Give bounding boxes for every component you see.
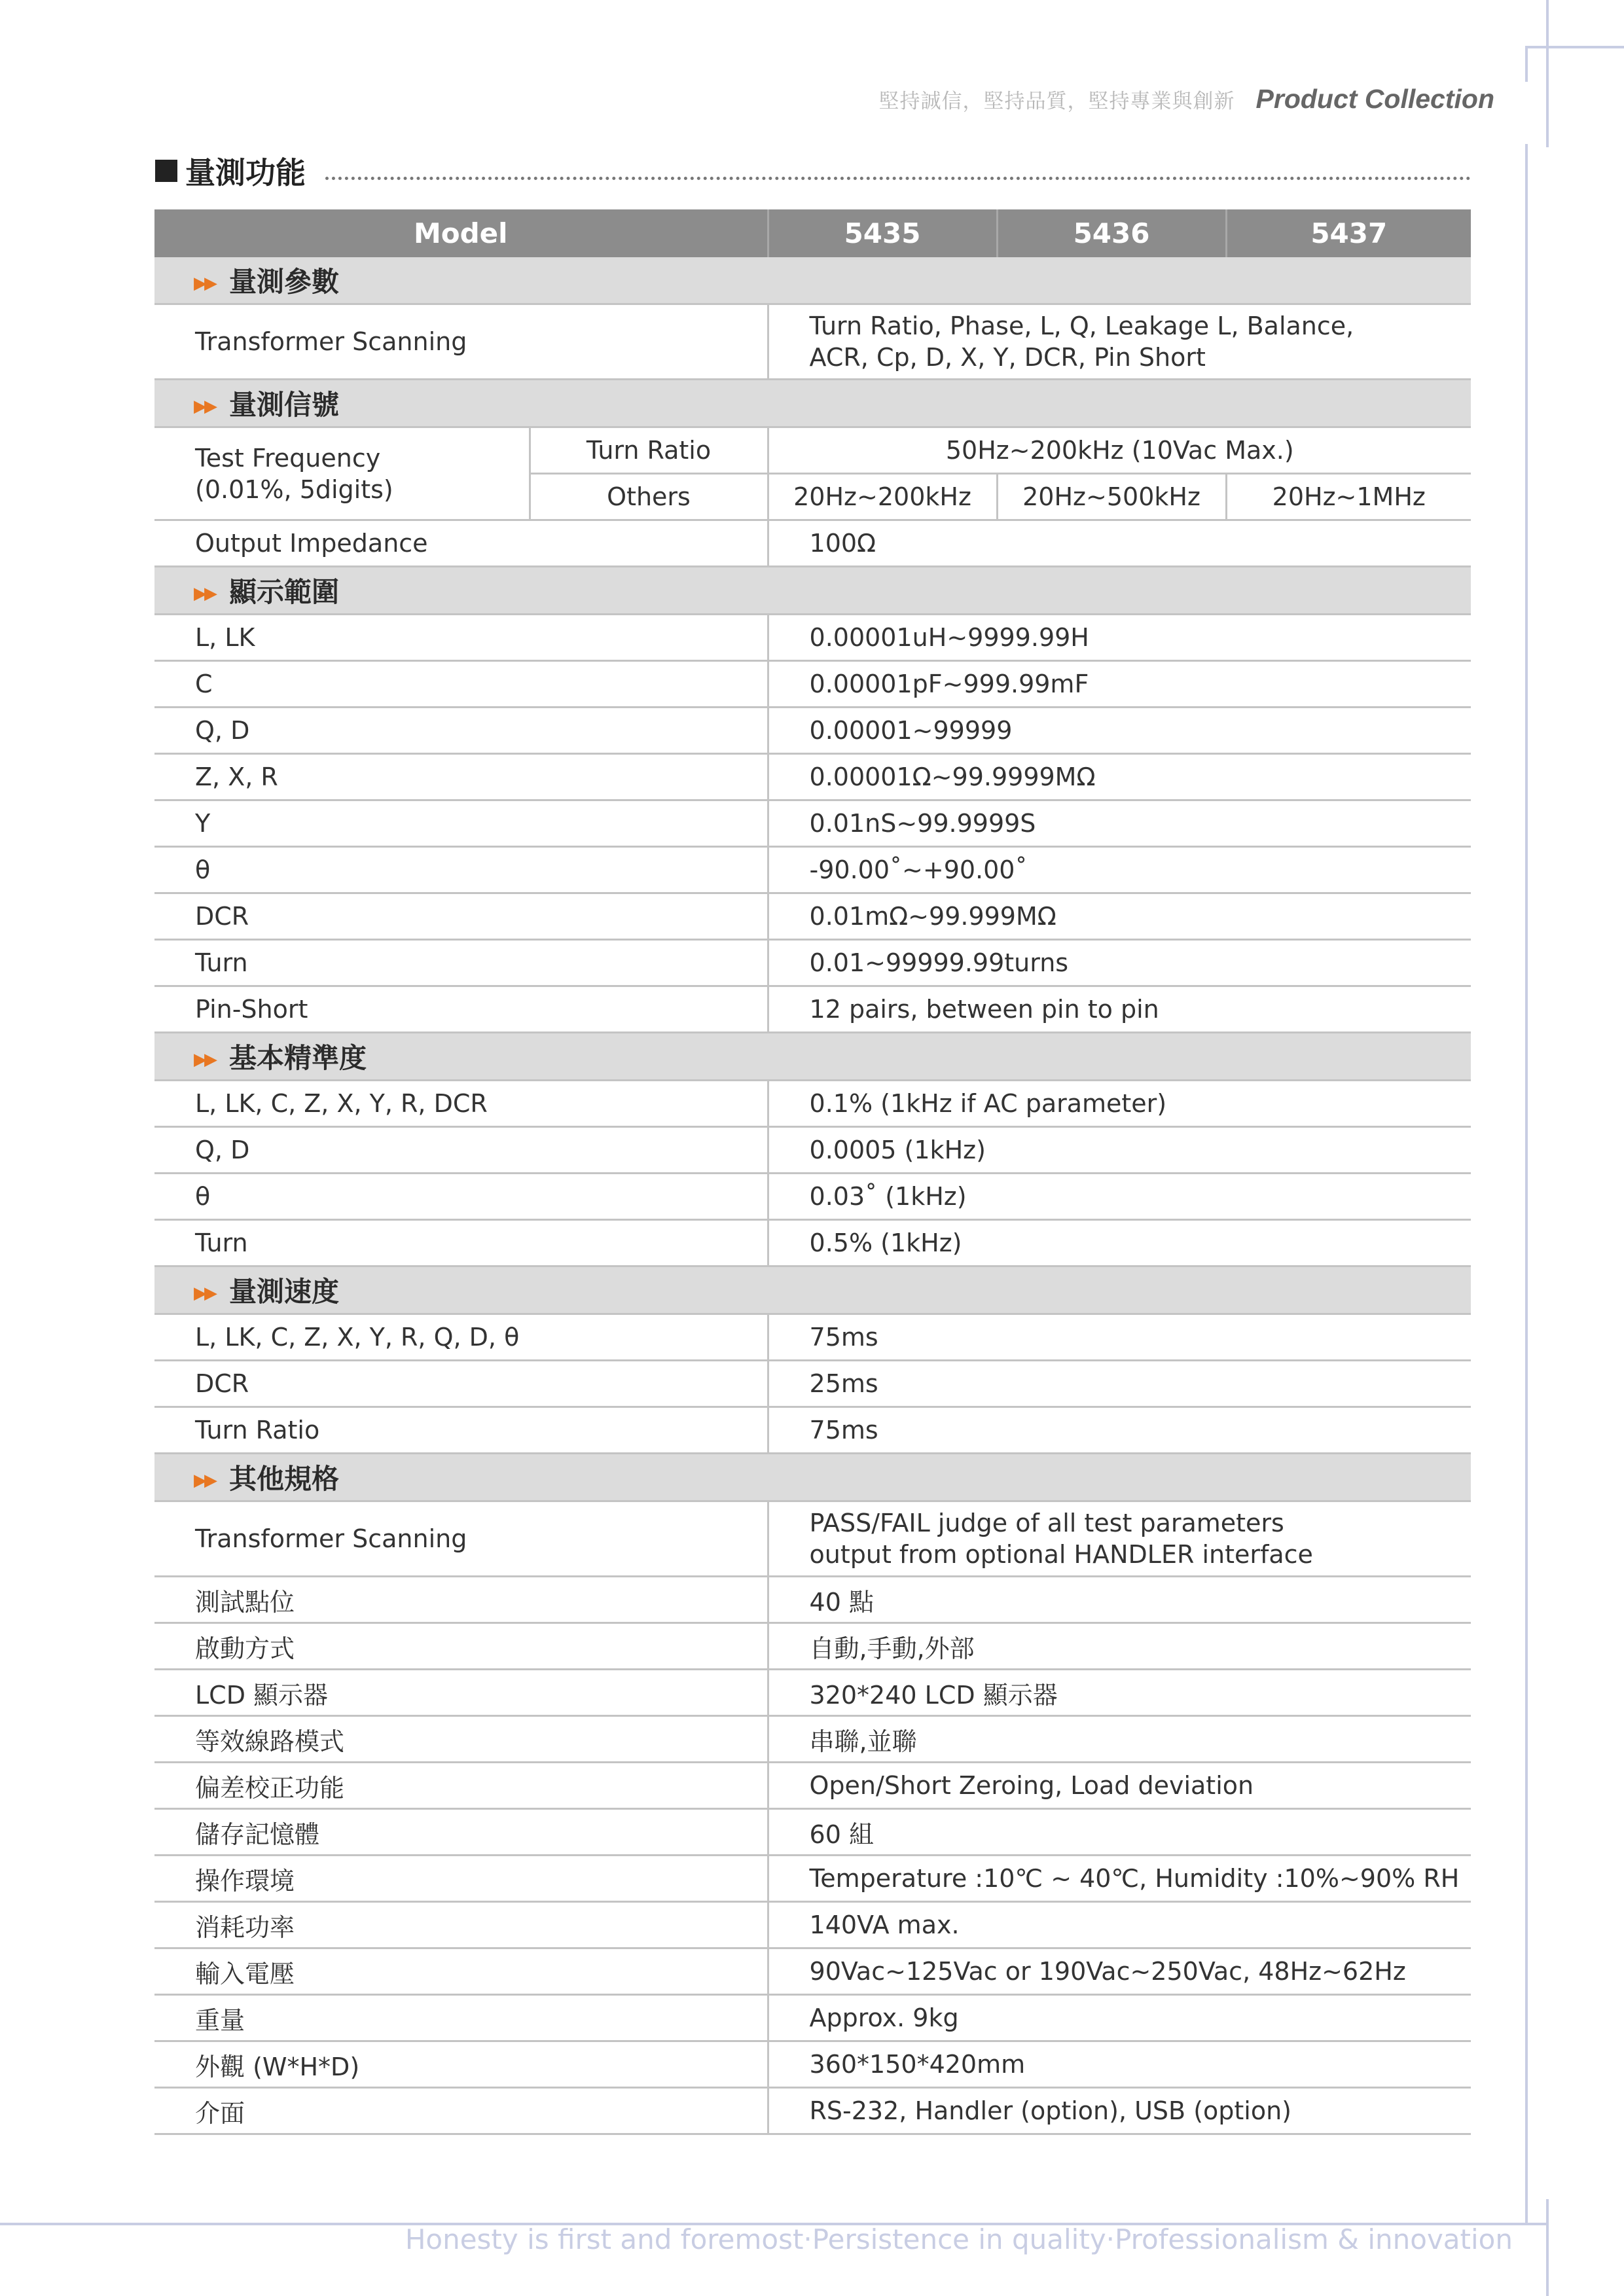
row-value: Open/Short Zeroing, Load deviation [768, 1763, 1471, 1809]
decorative-line [1525, 46, 1624, 48]
double-arrow-icon: ▶▶ [194, 1283, 215, 1303]
table-row [154, 1361, 1471, 1407]
row-label: Q, D [154, 1127, 768, 1174]
section-title-text: 量測功能 [185, 155, 306, 190]
sub-label: Turn Ratio [530, 427, 768, 474]
decorative-line [1525, 46, 1528, 82]
value-line: output from optional HANDLER interface [809, 1540, 1313, 1569]
row-value: 0.00001Ω~99.9999MΩ [768, 754, 1471, 800]
double-arrow-icon: ▶▶ [194, 1050, 215, 1069]
value-line: PASS/FAIL judge of all test parameters [809, 1509, 1284, 1537]
row-value: 0.00001uH~9999.99H [768, 615, 1471, 661]
row-label: L, LK, C, Z, X, Y, R, Q, D, θ [154, 1314, 768, 1361]
table-row [154, 2088, 1471, 2134]
row-value: 0.5% (1kHz) [768, 1220, 1471, 1266]
row-value: 90Vac~125Vac or 190Vac~250Vac, 48Hz~62Hz [768, 1948, 1471, 1995]
row-label: L, LK, C, Z, X, Y, R, DCR [154, 1081, 768, 1127]
value-line: Turn Ratio, Phase, L, Q, Leakage L, Balance, [809, 312, 1354, 340]
section-title [155, 149, 1471, 192]
table-row [154, 1948, 1471, 1995]
row-label: Transformer Scanning [154, 1501, 768, 1577]
table-row [154, 1174, 1471, 1220]
row-label: C [154, 661, 768, 708]
header-model: Model [154, 209, 768, 257]
table-row [154, 304, 1471, 380]
header-5435: 5435 [768, 209, 997, 257]
row-value: 串聯,並聯 [768, 1716, 1471, 1763]
row-label: 外觀 (W*H*D) [154, 2041, 768, 2088]
row-value: 12 pairs, between pin to pin [768, 986, 1471, 1033]
double-arrow-icon: ▶▶ [194, 584, 215, 603]
row-value: 75ms [768, 1314, 1471, 1361]
category-label: 顯示範圍 [229, 576, 340, 608]
row-value: 0.03˚ (1kHz) [768, 1174, 1471, 1220]
table-row [154, 800, 1471, 847]
row-value: 0.0005 (1kHz) [768, 1127, 1471, 1174]
row-label: Y [154, 800, 768, 847]
table-row [154, 1127, 1471, 1174]
row-value: 0.01~99999.99turns [768, 940, 1471, 986]
row-label: 啟動方式 [154, 1623, 768, 1670]
table-row [154, 661, 1471, 708]
table-row [154, 1407, 1471, 1454]
slogan: 堅持誠信，堅持品質，堅持專業與創新 [878, 90, 1235, 113]
row-label: 重量 [154, 1995, 768, 2041]
dotted-leader [325, 177, 1471, 180]
row-label: Turn [154, 1220, 768, 1266]
page-header [879, 84, 1494, 115]
row-label: Q, D [154, 708, 768, 754]
header-5436: 5436 [997, 209, 1226, 257]
row-label: DCR [154, 1361, 768, 1407]
row-label: Turn [154, 940, 768, 986]
table-row [154, 940, 1471, 986]
row-value: 自動,手動,外部 [768, 1623, 1471, 1670]
row-value: Approx. 9kg [768, 1995, 1471, 2041]
row-value: -90.00˚~+90.00˚ [768, 847, 1471, 893]
row-value: 75ms [768, 1407, 1471, 1454]
table-row [154, 1995, 1471, 2041]
row-label: 介面 [154, 2088, 768, 2134]
value-line: ACR, Cp, D, X, Y, DCR, Pin Short [809, 343, 1206, 372]
label-line: (0.01%, 5digits) [195, 475, 393, 504]
row-label: 等效線路模式 [154, 1716, 768, 1763]
table-row [154, 615, 1471, 661]
row-value: 25ms [768, 1361, 1471, 1407]
category-row [154, 567, 1471, 615]
category-row [154, 1033, 1471, 1081]
row-value: 50Hz~200kHz (10Vac Max.) [768, 427, 1471, 474]
table-row [154, 1220, 1471, 1266]
double-arrow-icon: ▶▶ [194, 274, 215, 293]
table-row [154, 427, 1471, 474]
row-label: DCR [154, 893, 768, 940]
decorative-line [1525, 144, 1528, 2225]
decorative-line [1546, 2199, 1549, 2296]
row-value: 40 點 [768, 1577, 1471, 1623]
footer-slogan: Honesty is first and foremost‧Persistence in quality‧Professionalism & innovation [405, 2223, 1513, 2255]
row-value: 140VA max. [768, 1902, 1471, 1948]
table-row [154, 1314, 1471, 1361]
row-label: 輸入電壓 [154, 1948, 768, 1995]
spec-table [154, 209, 1471, 2135]
table-row [154, 754, 1471, 800]
row-label: 儲存記憶體 [154, 1809, 768, 1856]
row-label: Output Impedance [154, 520, 768, 567]
row-value: 60 組 [768, 1809, 1471, 1856]
table-header-row [154, 209, 1471, 257]
table-row [154, 708, 1471, 754]
row-label: 偏差校正功能 [154, 1763, 768, 1809]
category-label: 其他規格 [229, 1463, 340, 1495]
value-5436: 20Hz~500kHz [997, 474, 1226, 520]
table-row [154, 1670, 1471, 1716]
row-value [768, 304, 1471, 380]
row-value: 100Ω [768, 520, 1471, 567]
category-row [154, 1266, 1471, 1314]
row-value: RS-232, Handler (option), USB (option) [768, 2088, 1471, 2134]
header-5437: 5437 [1226, 209, 1471, 257]
double-arrow-icon: ▶▶ [194, 397, 215, 416]
category-row [154, 380, 1471, 427]
row-label: 測試點位 [154, 1577, 768, 1623]
table-row [154, 2041, 1471, 2088]
row-label: 消耗功率 [154, 1902, 768, 1948]
table-row [154, 1763, 1471, 1809]
row-value: 0.00001~99999 [768, 708, 1471, 754]
category-label: 量測參數 [229, 266, 340, 298]
brand-title: Product Collection [1255, 84, 1494, 114]
row-label: Pin-Short [154, 986, 768, 1033]
row-value: 0.01nS~99.9999S [768, 800, 1471, 847]
row-value: 320*240 LCD 顯示器 [768, 1670, 1471, 1716]
row-label: θ [154, 1174, 768, 1220]
table-row [154, 1716, 1471, 1763]
table-row [154, 986, 1471, 1033]
row-value: 0.00001pF~999.99mF [768, 661, 1471, 708]
value-5437: 20Hz~1MHz [1226, 474, 1471, 520]
row-label: L, LK [154, 615, 768, 661]
row-label: Z, X, R [154, 754, 768, 800]
square-bullet-icon [155, 160, 177, 182]
table-row [154, 1501, 1471, 1577]
table-row [154, 1902, 1471, 1948]
row-value: Temperature :10℃ ~ 40℃, Humidity :10%~90% RH [768, 1856, 1471, 1902]
value-5435: 20Hz~200kHz [768, 474, 997, 520]
sub-label: Others [530, 474, 768, 520]
row-value: 0.1% (1kHz if AC parameter) [768, 1081, 1471, 1127]
table-row [154, 1623, 1471, 1670]
table-row [154, 1577, 1471, 1623]
category-label: 量測速度 [229, 1276, 340, 1308]
table-row [154, 893, 1471, 940]
row-label: LCD 顯示器 [154, 1670, 768, 1716]
label-line: Test Frequency [195, 443, 381, 473]
table-row [154, 1081, 1471, 1127]
row-label: 操作環境 [154, 1856, 768, 1902]
category-label: 量測信號 [229, 389, 340, 421]
table-row [154, 1856, 1471, 1902]
row-value [768, 1501, 1471, 1577]
table-row [154, 520, 1471, 567]
row-label: Transformer Scanning [154, 304, 768, 380]
table-row [154, 1809, 1471, 1856]
category-row [154, 1454, 1471, 1501]
double-arrow-icon: ▶▶ [194, 1471, 215, 1490]
row-label [154, 427, 530, 520]
decorative-line [1546, 0, 1549, 147]
table-row [154, 847, 1471, 893]
row-value: 0.01mΩ~99.999MΩ [768, 893, 1471, 940]
row-value: 360*150*420mm [768, 2041, 1471, 2088]
category-label: 基本精準度 [229, 1042, 367, 1074]
category-row [154, 257, 1471, 304]
row-label: Turn Ratio [154, 1407, 768, 1454]
row-label: θ [154, 847, 768, 893]
